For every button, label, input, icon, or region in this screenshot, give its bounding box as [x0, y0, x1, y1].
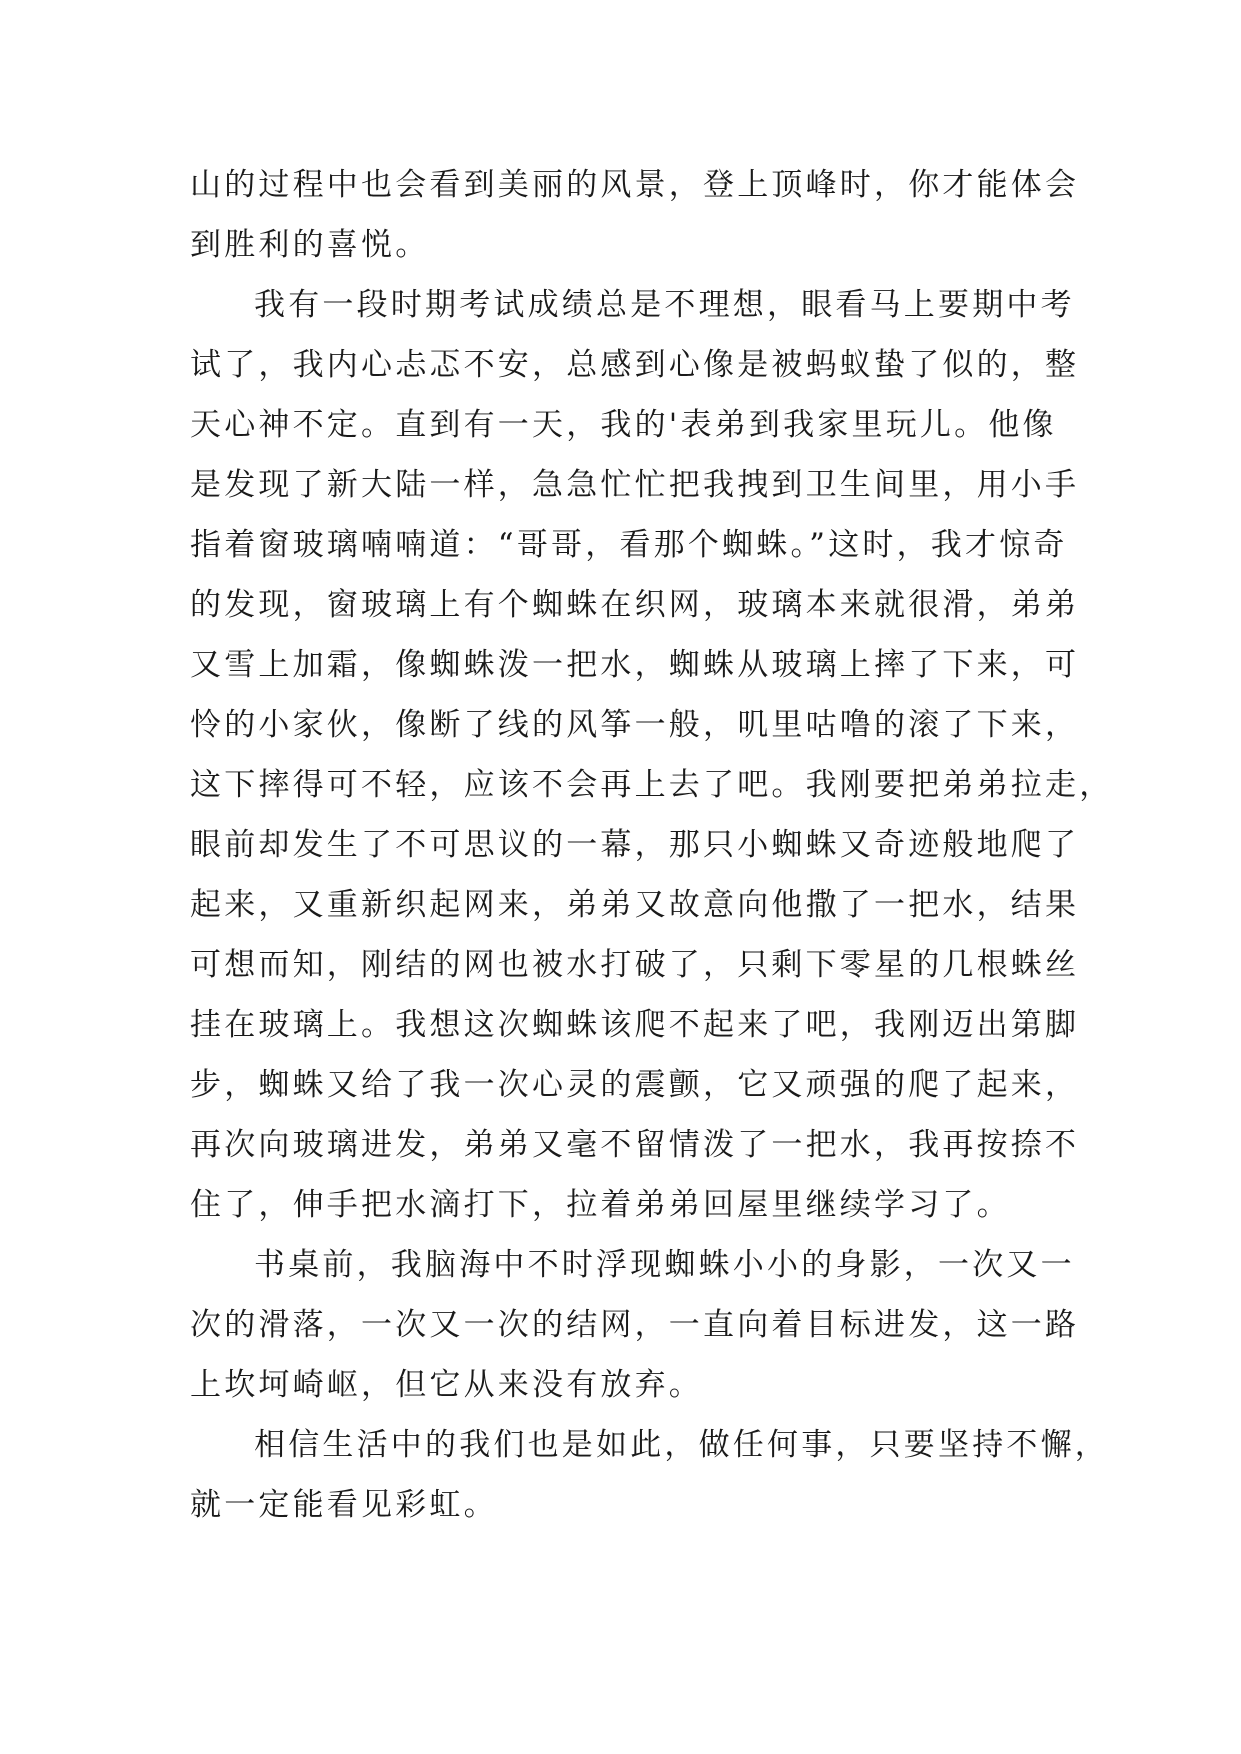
- paragraph-start-line: 书桌前，我脑海中不时浮现蜘蛛小小的身影，一次又一: [254, 1247, 1075, 1283]
- text-line: 指着窗玻璃喃喃道：“哥哥，看那个蜘蛛。”这时，我才惊奇: [190, 527, 1068, 563]
- text-line: 天心神不定。直到有一天，我的'表弟到我家里玩儿。他像: [190, 407, 1057, 443]
- text-line: 再次向玻璃进发，弟弟又毫不留情泼了一把水，我再按捺不: [190, 1127, 1080, 1163]
- text-line: 试了，我内心忐忑不安，总感到心像是被蚂蚁蛰了似的，整: [190, 347, 1080, 383]
- text-line: 就一定能看见彩虹。: [190, 1487, 498, 1523]
- text-line: 眼前却发生了不可思议的一幕，那只小蜘蛛又奇迹般地爬了: [190, 827, 1080, 863]
- text-line: 上坎坷崎岖，但它从来没有放弃。: [190, 1367, 703, 1403]
- text-line: 山的过程中也会看到美丽的风景，登上顶峰时，你才能体会: [190, 167, 1080, 203]
- text-line: 起来，又重新织起网来，弟弟又故意向他撒了一把水，结果: [190, 887, 1080, 923]
- text-line: 步，蜘蛛又给了我一次心灵的震颤，它又顽强的爬了起来，: [190, 1067, 1080, 1103]
- document-body: [190, 155, 1114, 1535]
- text-line: 住了，伸手把水滴打下，拉着弟弟回屋里继续学习了。: [190, 1187, 1011, 1223]
- paragraph-start-line: 相信生活中的我们也是如此，做任何事，只要坚持不懈，: [254, 1427, 1109, 1463]
- paragraph-start-line: 我有一段时期考试成绩总是不理想，眼看马上要期中考: [254, 287, 1075, 323]
- text-line: 怜的小家伙，像断了线的风筝一般，叽里咕噜的滚了下来，: [190, 707, 1080, 743]
- text-line: 的发现，窗玻璃上有个蜘蛛在织网，玻璃本来就很滑，弟弟: [190, 587, 1080, 623]
- text-line: 又雪上加霜，像蜘蛛泼一把水，蜘蛛从玻璃上摔了下来，可: [190, 647, 1080, 683]
- text-line: 是发现了新大陆一样，急急忙忙把我拽到卫生间里，用小手: [190, 467, 1080, 503]
- text-line: 挂在玻璃上。我想这次蜘蛛该爬不起来了吧，我刚迈出第脚: [190, 1007, 1080, 1043]
- text-line: 次的滑落，一次又一次的结网，一直向着目标进发，这一路: [190, 1307, 1080, 1343]
- text-line: 这下摔得可不轻，应该不会再上去了吧。我刚要把弟弟拉走，: [190, 767, 1114, 803]
- text-line: 可想而知，刚结的网也被水打破了，只剩下零星的几根蛛丝: [190, 947, 1080, 983]
- text-line: 到胜利的喜悦。: [190, 227, 430, 263]
